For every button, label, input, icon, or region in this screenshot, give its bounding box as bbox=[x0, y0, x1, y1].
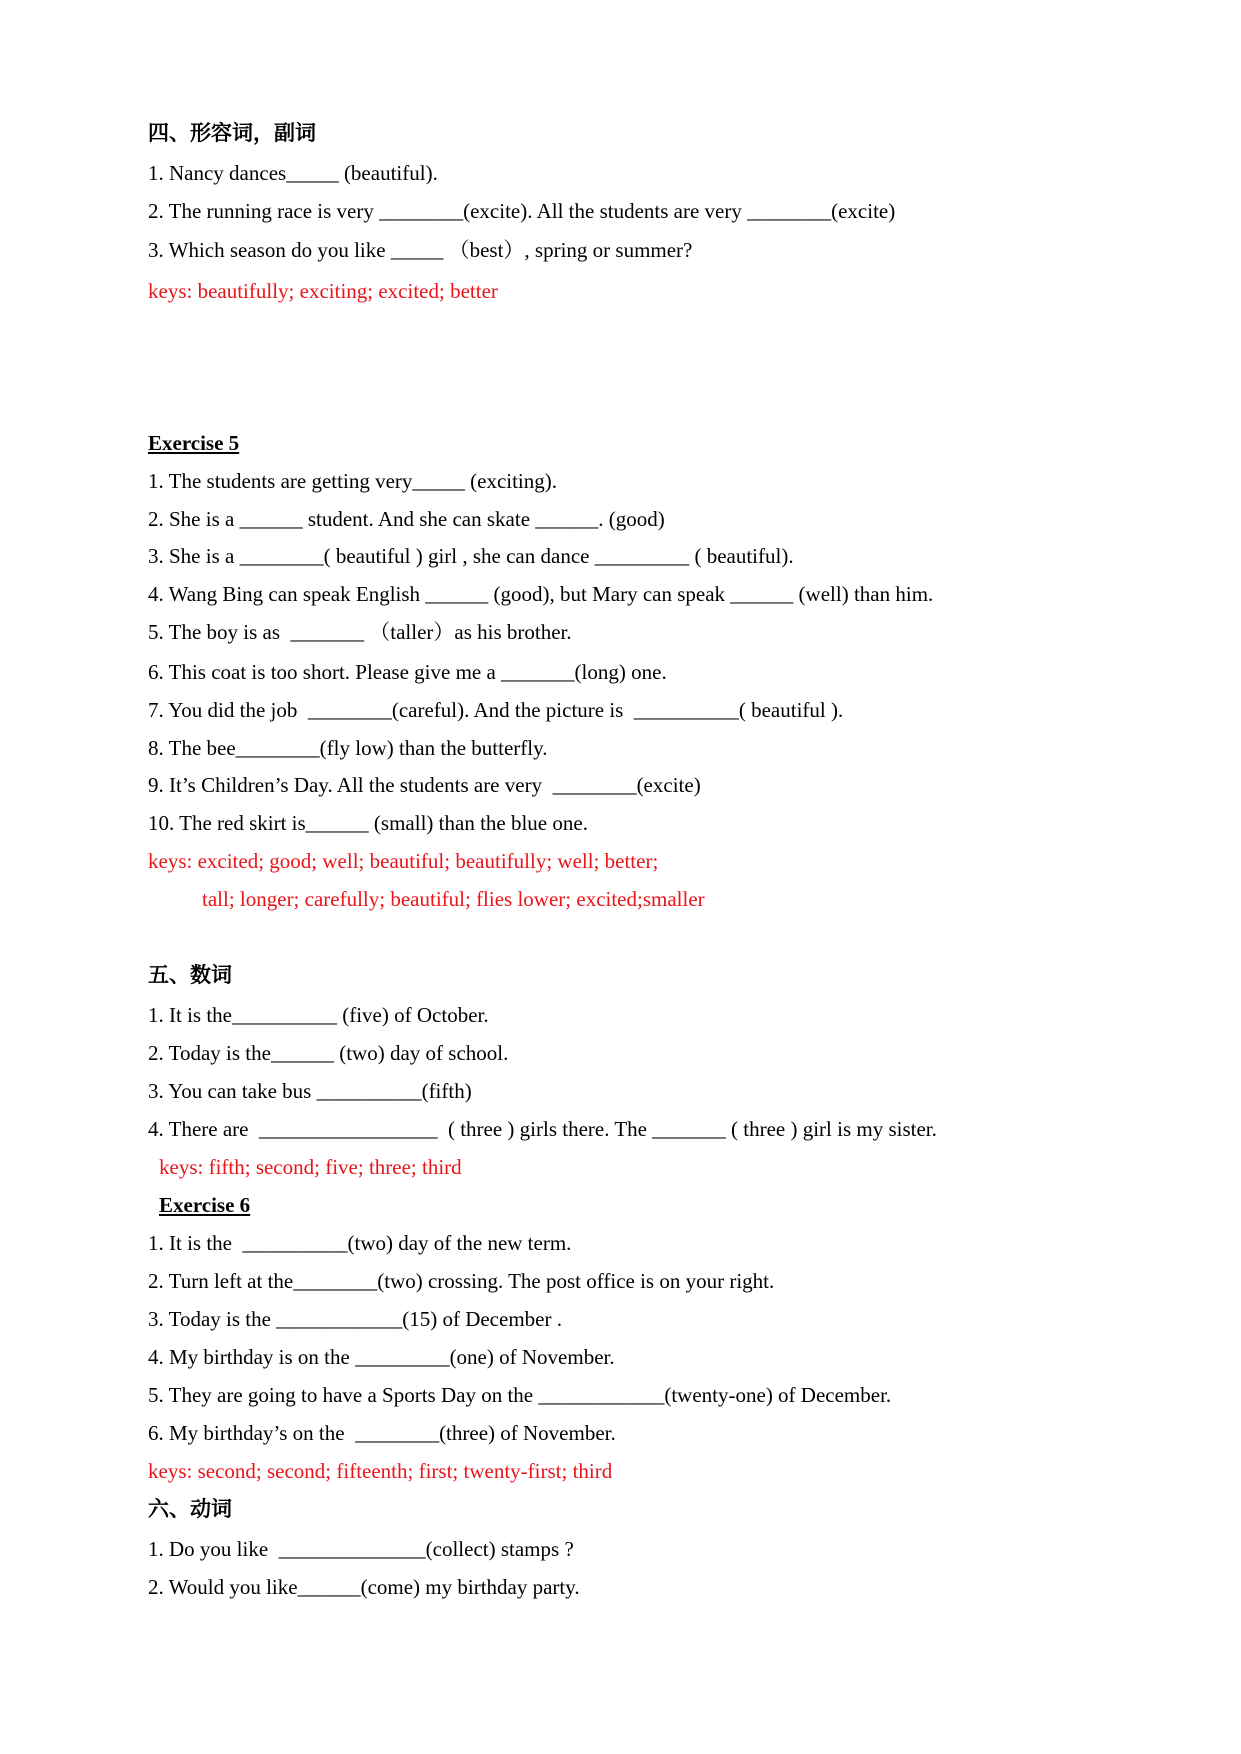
section5-keys: keys: fifth; second; five; three; third bbox=[159, 1155, 462, 1179]
exercise5-keys-line-2: tall; longer; carefully; beautiful; flies lower; excited;smaller bbox=[202, 887, 705, 911]
section4-heading: 四、形容词，副词 bbox=[148, 121, 316, 145]
exercise5-question-2: 2. She is a ______ student. And she can skate ______. (good) bbox=[148, 507, 665, 531]
exercise5-question-1: 1. The students are getting very_____ (exciting). bbox=[148, 469, 558, 493]
exercise6-question-5: 5. They are going to have a Sports Day on the ____________(twenty-one) of December. bbox=[148, 1383, 892, 1407]
exercise6-question-2: 2. Turn left at the________(two) crossing. The post office is on your right. bbox=[148, 1269, 775, 1293]
section6-question-1: 1. Do you like ______________(collect) stamps ? bbox=[148, 1537, 574, 1561]
exercise6-question-6: 6. My birthday’s on the ________(three) of November. bbox=[148, 1421, 616, 1445]
section4-question-2: 2. The running race is very ________(excite). All the students are very ________(excite) bbox=[148, 199, 896, 223]
section5-heading: 五、数词 bbox=[148, 963, 232, 987]
exercise5-title: Exercise 5 bbox=[148, 431, 240, 455]
exercise5-question-9: 9. It’s Children’s Day. All the students are very ________(excite) bbox=[148, 773, 701, 797]
exercise5-keys-line-1: keys: excited; good; well; beautiful; beautifully; well; better; bbox=[148, 849, 659, 873]
exercise5-question-4: 4. Wang Bing can speak English ______ (good), but Mary can speak ______ (well) than him. bbox=[148, 582, 934, 606]
exercise5-question-5: 5. The boy is as _______ （taller）as his brother. bbox=[148, 620, 572, 644]
section6-question-2: 2. Would you like______(come) my birthday party. bbox=[148, 1575, 580, 1599]
exercise5-question-7: 7. You did the job ________(careful). And the picture is __________( beautiful ). bbox=[148, 698, 844, 722]
section4-question-1: 1. Nancy dances_____ (beautiful). bbox=[148, 161, 438, 185]
exercise6-keys: keys: second; second; fifteenth; first; twenty-first; third bbox=[148, 1459, 613, 1483]
exercise5-question-10: 10. The red skirt is______ (small) than the blue one. bbox=[148, 811, 588, 835]
section6-heading: 六、动词 bbox=[148, 1497, 232, 1521]
section4-question-3: 3. Which season do you like _____ （best）, spring or summer? bbox=[148, 238, 693, 262]
section5-question-3: 3. You can take bus __________(fifth) bbox=[148, 1079, 472, 1103]
exercise6-question-1: 1. It is the __________(two) day of the new term. bbox=[148, 1231, 572, 1255]
section4-keys: keys: beautifully; exciting; excited; better bbox=[148, 279, 498, 303]
exercise6-title: Exercise 6 bbox=[159, 1193, 251, 1217]
section5-question-1: 1. It is the__________ (five) of October. bbox=[148, 1003, 489, 1027]
exercise6-question-3: 3. Today is the ____________(15) of December . bbox=[148, 1307, 562, 1331]
exercise6-question-4: 4. My birthday is on the _________(one) of November. bbox=[148, 1345, 615, 1369]
exercise5-question-6: 6. This coat is too short. Please give me a _______(long) one. bbox=[148, 660, 667, 684]
exercise5-question-3: 3. She is a ________( beautiful ) girl , she can dance _________ ( beautiful). bbox=[148, 544, 794, 568]
exercise5-question-8: 8. The bee________(fly low) than the butterfly. bbox=[148, 736, 548, 760]
section5-question-2: 2. Today is the______ (two) day of school. bbox=[148, 1041, 509, 1065]
section5-question-4: 4. There are _________________ ( three ) girls there. The _______ ( three ) girl is my sister. bbox=[148, 1117, 937, 1141]
